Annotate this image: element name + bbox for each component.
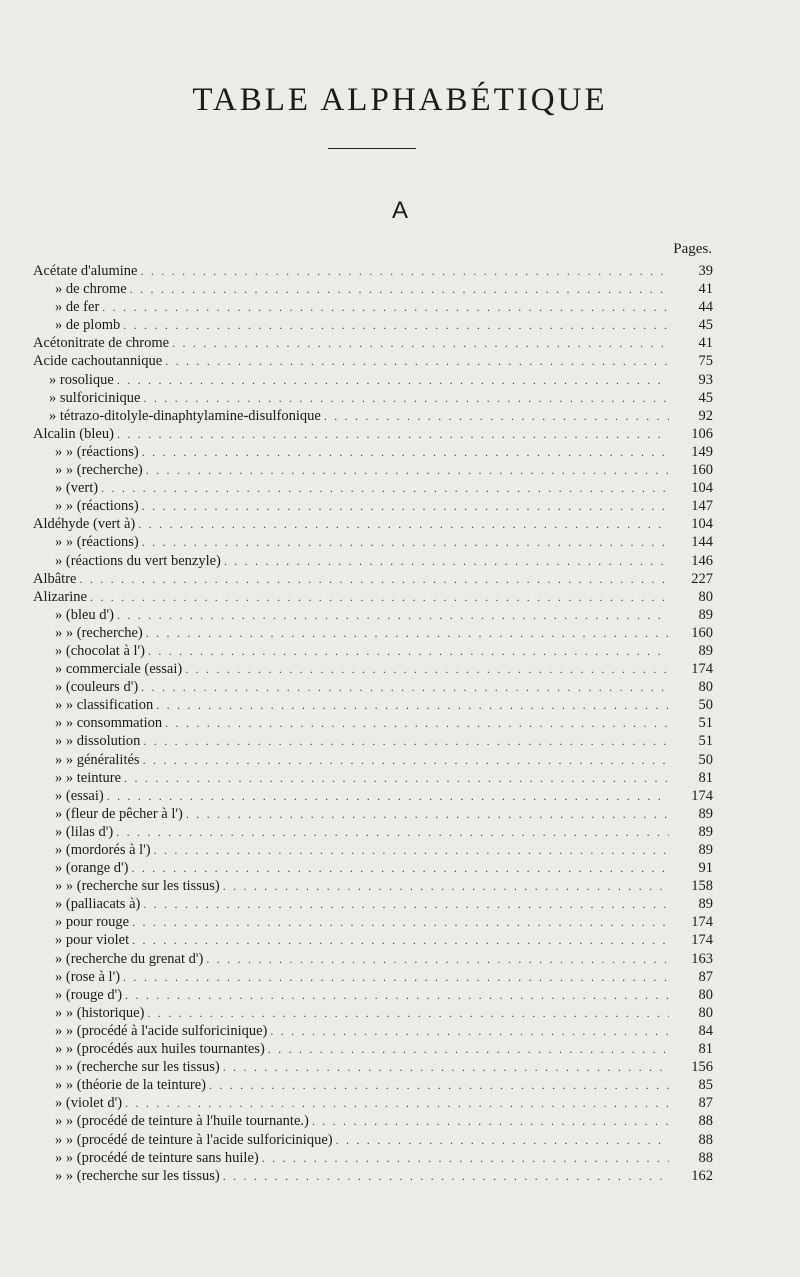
entry-text: » (rouge d') [55,986,123,1003]
entry-text: » » (historique) [55,1004,145,1021]
index-entry [33,606,713,624]
index-entry [33,1167,713,1185]
entry-page-number: 160 [691,624,713,641]
entry-text: Acide cachoutannique [33,353,163,370]
entry-page-number: 227 [691,570,713,587]
dot-leader [117,425,669,443]
entry-page-number: 144 [691,534,713,551]
entry-page-number: 80 [698,679,713,696]
entry-text: » (essai) [55,787,104,804]
index-entry [33,1094,713,1112]
entry-text: » commerciale (essai) [55,661,183,678]
index-entry [33,443,713,461]
entry-text: » (orange d') [55,860,129,877]
entry-text: » (palliacats à) [55,896,141,913]
dot-leader [124,769,669,787]
entry-text: » » (procédé de teinture à l'huile tournante.) [55,1113,309,1130]
dot-leader [142,533,669,551]
dot-leader [125,1094,669,1112]
dot-leader [186,805,669,823]
section-letter: A [391,197,408,224]
entry-text: Acétonitrate de chrome [33,335,170,352]
index-entry [33,262,713,280]
entry-text: » » dissolution [55,733,141,750]
entry-page-number: 50 [698,697,713,714]
index-entry [33,352,713,370]
entry-page-number: 51 [698,733,713,750]
index-entry [33,1149,713,1167]
dot-leader [131,859,669,877]
entry-page-number: 50 [698,751,713,768]
index-entries [33,262,713,1185]
dot-leader [140,262,669,280]
dot-leader [324,407,669,425]
dot-leader [165,352,669,370]
dot-leader [146,461,669,479]
index-entry [33,407,713,425]
entry-text: Aldéhyde (vert à) [33,516,136,533]
title-rule [328,148,416,149]
entry-text: Acétate d'alumine [33,263,138,279]
index-entry [33,769,713,787]
entry-page-number: 146 [691,552,713,569]
index-entry [33,787,713,805]
dot-leader [130,280,669,298]
entry-text: » (couleurs d') [55,679,139,696]
entry-page-number: 163 [691,950,713,967]
entry-text: Alcalin (bleu) [33,425,114,442]
dot-leader [312,1112,669,1130]
dot-leader [185,660,669,678]
dot-leader [148,642,669,660]
entry-text: Albâtre [33,570,77,587]
entry-text: » de plomb [55,317,121,334]
index-entry [33,732,713,750]
index-entry [33,1022,713,1040]
entry-text: » » (procédés aux huiles tournantes) [55,1041,265,1058]
dot-leader [262,1149,669,1167]
index-entry [33,298,713,316]
index-entry [33,660,713,678]
entry-page-number: 80 [698,588,713,605]
entry-text: » » (théorie de la teinture) [55,1077,206,1094]
index-entry [33,425,713,443]
index-entry [33,877,713,895]
dot-leader [138,515,669,533]
entry-page-number: 41 [698,281,713,298]
entry-text: » » généralités [55,751,140,768]
entry-page-number: 88 [698,1149,713,1166]
dot-leader [336,1131,669,1149]
dot-leader [102,298,669,316]
entry-page-number: 89 [698,823,713,840]
dot-leader [223,877,669,895]
index-entry [33,696,713,714]
dot-leader [156,696,669,714]
entry-page-number: 81 [698,1041,713,1058]
dot-leader [141,678,669,696]
index-entry [33,805,713,823]
index-entry [33,461,713,479]
entry-page-number: 84 [698,1022,713,1039]
entry-page-number: 51 [698,715,713,732]
index-entry [33,497,713,515]
dot-leader [165,714,669,732]
entry-text: » » (réactions) [55,534,139,551]
entry-page-number: 44 [698,299,713,316]
entry-text: » (réactions du vert benzyle) [55,552,221,569]
entry-page-number: 89 [698,805,713,822]
dot-leader [143,732,669,750]
dot-leader [209,1076,669,1094]
entry-text: Alizarine [33,588,87,605]
entry-page-number: 174 [691,914,713,931]
entry-text: » pour violet [55,932,130,949]
dot-leader [270,1022,669,1040]
dot-leader [132,931,669,949]
dot-leader [147,1004,669,1022]
index-entry [33,1004,713,1022]
pages-column-header: Pages. [673,241,712,257]
entry-text: » (lilas d') [55,823,114,840]
entry-page-number: 158 [691,878,713,895]
entry-text: » » (procédé de teinture à l'acide sulforicinique) [55,1131,333,1148]
index-entry [33,316,713,334]
index-entry [33,389,713,407]
entry-text: » pour rouge [55,914,130,931]
index-entry [33,823,713,841]
dot-leader [172,334,669,352]
index-entry [33,714,713,732]
entry-text: » » (procédé à l'acide sulforicinique) [55,1022,268,1039]
page-title: TABLE ALPHABÉTIQUE [192,82,608,118]
entry-text: » sulforicinique [49,389,141,406]
dot-leader [117,371,669,389]
entry-page-number: 174 [691,661,713,678]
entry-page-number: 75 [698,353,713,370]
index-entry [33,1076,713,1094]
entry-text: » (chocolat à l') [55,642,145,659]
entry-text: » rosolique [49,371,114,388]
dot-leader [125,986,669,1004]
entry-text: » (rose à l') [55,968,121,985]
dot-leader [123,968,669,986]
entry-page-number: 160 [691,462,713,479]
index-entry [33,642,713,660]
entry-page-number: 81 [698,769,713,786]
entry-text: » tétrazo-ditolyle-dinaphtylamine-disulfonique [49,407,321,424]
entry-text: » (violet d') [55,1095,123,1112]
dot-leader [116,823,669,841]
entry-page-number: 89 [698,842,713,858]
entry-page-number: 41 [698,335,713,352]
index-entry [33,479,713,497]
index-entry [33,280,713,298]
entry-page-number: 174 [691,787,713,804]
index-entry [33,588,713,606]
entry-page-number: 174 [691,932,713,949]
dot-leader [143,389,669,407]
index-entry [33,931,713,949]
entry-page-number: 87 [698,1095,713,1112]
entry-page-number: 45 [698,389,713,406]
entry-text: » » (recherche sur les tissus) [55,1059,220,1076]
index-entry [33,950,713,968]
entry-page-number: 88 [698,1113,713,1130]
index-entry [33,986,713,1004]
index-entry [33,859,713,877]
index-entry [33,968,713,986]
entry-page-number: 104 [691,516,713,533]
dot-leader [107,787,669,805]
index-entry [33,570,713,588]
entry-page-number: 85 [698,1077,713,1094]
entry-text: » de chrome [55,281,127,298]
entry-text: » (bleu d') [55,606,114,623]
index-entry [33,895,713,913]
dot-leader [268,1040,669,1058]
entry-page-number: 156 [691,1059,713,1076]
index-entry [33,678,713,696]
entry-text: » (fleur de pêcher à l') [55,805,183,822]
entry-text: » » (procédé de teinture sans huile) [55,1149,259,1166]
entry-page-number: 80 [698,1004,713,1021]
dot-leader [154,841,669,859]
entry-page-number: 91 [698,860,713,877]
entry-page-number: 89 [698,606,713,623]
dot-leader [101,479,669,497]
entry-text: » » (réactions) [55,443,139,460]
dot-leader [224,552,669,570]
entry-text: » » consommation [55,715,163,732]
index-entry [33,1131,713,1149]
entry-text: » » (recherche) [55,462,143,479]
entry-text: » » (recherche sur les tissus) [55,1167,220,1184]
entry-page-number: 106 [691,425,713,442]
dot-leader [146,624,669,642]
dot-leader [117,606,669,624]
entry-text: » (mordorés à l') [55,842,151,858]
dot-leader [90,588,669,606]
entry-text: » (vert) [55,480,99,497]
entry-page-number: 162 [691,1167,713,1184]
dot-leader [223,1058,669,1076]
entry-text: » » (réactions) [55,498,139,515]
entry-page-number: 89 [698,642,713,659]
entry-page-number: 104 [691,480,713,497]
index-entry [33,371,713,389]
index-entry [33,515,713,533]
entry-page-number: 80 [698,986,713,1003]
dot-leader [143,895,669,913]
dot-leader [142,443,669,461]
entry-text: » de fer [55,299,100,316]
index-entry [33,913,713,931]
dot-leader [206,950,669,968]
dot-leader [223,1167,669,1185]
index-entry [33,1040,713,1058]
index-entry [33,624,713,642]
index-entry [33,751,713,769]
entry-page-number: 149 [691,443,713,460]
index-entry [33,841,713,859]
dot-leader [79,570,669,588]
entry-text: » » (recherche) [55,624,143,641]
dot-leader [132,913,669,931]
entry-text: » » (recherche sur les tissus) [55,878,220,895]
entry-page-number: 92 [698,407,713,424]
entry-page-number: 147 [691,498,713,515]
dot-leader [123,316,669,334]
entry-page-number: 39 [698,263,713,279]
entry-page-number: 88 [698,1131,713,1148]
entry-page-number: 87 [698,968,713,985]
entry-page-number: 93 [698,371,713,388]
entry-page-number: 89 [698,896,713,913]
entry-page-number: 45 [698,317,713,334]
index-entry [33,1112,713,1130]
index-entry [33,552,713,570]
entry-text: » » classification [55,697,154,714]
dot-leader [143,751,669,769]
entry-text: » (recherche du grenat d') [55,950,204,967]
dot-leader [142,497,669,515]
index-entry [33,334,713,352]
entry-text: » » teinture [55,769,122,786]
index-entry [33,1058,713,1076]
index-entry [33,533,713,551]
